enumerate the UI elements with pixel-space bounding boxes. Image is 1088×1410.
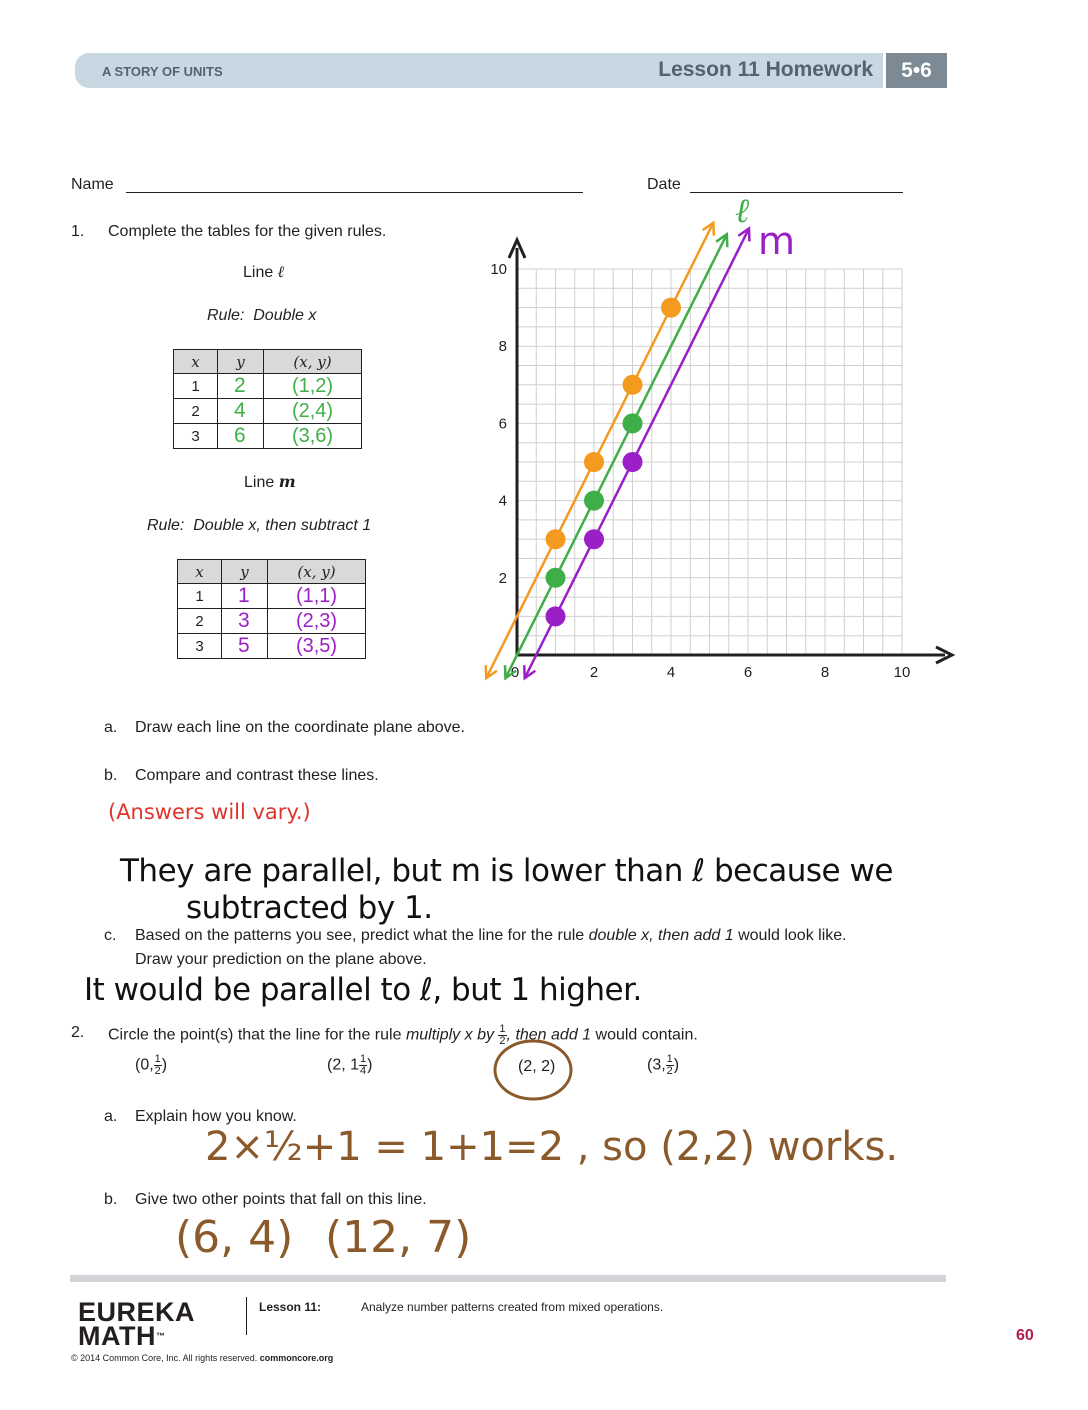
data-point [584, 529, 604, 549]
line-l-header-x: x [174, 350, 218, 374]
footer-copyright [71, 1353, 333, 1363]
q1-prompt: Complete the tables for the given rules. [108, 223, 387, 240]
line-m-pt: (1,1) [268, 584, 366, 609]
line-l-header-y: y [218, 350, 264, 374]
line-m-x: 2 [178, 609, 222, 634]
line-m-title-prefix: Line [244, 474, 275, 491]
line-l-rule-label: Rule [207, 307, 240, 324]
line-labels [735, 191, 795, 263]
q1c-text [135, 927, 847, 945]
frac-den: 2 [666, 1065, 673, 1077]
line-l-table [173, 349, 362, 449]
option-text: ) [367, 1056, 373, 1074]
q2b-answer-2: (12, 7) [325, 1212, 472, 1263]
q2-number: 2. [71, 1024, 85, 1041]
logo-line-1: EUREKA [78, 1297, 196, 1327]
data-point [546, 568, 566, 588]
coordinate-plane [470, 180, 970, 710]
y-tick-label: 2 [498, 569, 507, 587]
x-tick-label: 0 [510, 664, 520, 681]
line-l-title-prefix: Line [243, 264, 274, 281]
copyright-site: commoncore.org [259, 1353, 334, 1363]
option-text: ) [161, 1056, 168, 1074]
data-point [584, 491, 604, 511]
line-m-x: 1 [178, 584, 222, 609]
line-l-x: 2 [174, 399, 218, 424]
q1c-text-line2: Draw your prediction on the plane above. [135, 951, 427, 968]
data-point [546, 606, 566, 626]
line-m-y: 5 [222, 634, 268, 659]
frac-num: 1 [360, 1053, 367, 1065]
date-label: Date [647, 176, 681, 193]
copyright-text: © 2014 Common Core, Inc. All rights reserved. [71, 1353, 258, 1363]
q2a-answer: 2×½+1 = 1+1=2 , so (2,2) works. [205, 1124, 899, 1170]
q1a-text: Draw each line on the coordinate plane above. [135, 719, 465, 736]
q1b-text: Compare and contrast these lines. [135, 767, 379, 784]
y-tick-label: 10 [490, 261, 507, 278]
q1a-label: a. [104, 719, 118, 736]
q2a-label: a. [104, 1108, 118, 1125]
q2-prompt-after: would contain. [595, 1026, 698, 1044]
line-l-y: 2 [218, 374, 264, 399]
q2b-label: b. [104, 1191, 118, 1208]
eureka-math-logo [78, 1297, 196, 1351]
q2a-text: Explain how you know. [135, 1108, 297, 1125]
line-m-y: 1 [222, 584, 268, 609]
line-m-rule-text: Double x, then subtract 1 [193, 517, 372, 534]
y-tick-label: 4 [498, 492, 507, 510]
name-label: Name [71, 176, 114, 193]
q1c-text-before: Based on the patterns you see, predict what the line for the rule [135, 927, 585, 944]
lesson-title: Lesson 11 Homework [658, 58, 873, 81]
table-row [178, 584, 366, 609]
line-l-header-pt: (x, y) [264, 350, 362, 374]
line-l-pt: (3,6) [264, 424, 362, 449]
data-point [546, 529, 566, 549]
option-text: ) [673, 1056, 680, 1074]
q1c-answer: It would be parallel to ℓ, but 1 higher. [84, 972, 642, 1008]
line-l-x: 1 [174, 374, 218, 399]
answer-circle [492, 1035, 576, 1104]
x-tick-label: 8 [820, 664, 830, 681]
grid [517, 269, 902, 655]
data-point [661, 298, 681, 318]
grade-badge: 5•6 [886, 53, 947, 88]
line-l-title [243, 262, 285, 282]
footer-bar [70, 1275, 946, 1282]
line-l-x: 3 [174, 424, 218, 449]
line-l-y: 4 [218, 399, 264, 424]
q2-option-4[interactable] [647, 1054, 679, 1077]
y-tick-label: 6 [498, 415, 507, 433]
x-tick-label: 4 [666, 664, 676, 681]
line-m-y: 3 [222, 609, 268, 634]
table-row [178, 634, 366, 659]
footer-divider [246, 1297, 247, 1335]
x-tick-label: 2 [589, 664, 599, 681]
x-tick-label: 10 [893, 664, 911, 681]
line-l-y: 6 [218, 424, 264, 449]
table-row [174, 374, 362, 399]
line-m-header-x: x [178, 560, 222, 584]
line-m-pt: (2,3) [268, 609, 366, 634]
line-l-pt: (1,2) [264, 374, 362, 399]
q1c-text-rule: double x, then add 1 [588, 927, 734, 944]
line-m-table [177, 559, 366, 659]
q1c-label: c. [104, 927, 117, 944]
q2-option-2[interactable] [327, 1054, 372, 1077]
logo-tm: ™ [155, 1331, 166, 1341]
line-m-title [244, 472, 296, 492]
line-label-l: ℓ [735, 191, 750, 231]
table-row [174, 399, 362, 424]
series-title: A STORY OF UNITS [102, 64, 223, 79]
line-l-rule: Rule: Double x [207, 307, 317, 324]
q1b-answer-line2: subtracted by 1. [186, 890, 433, 926]
q1c-text-after: would look like. [738, 927, 847, 944]
q1b-label: b. [104, 767, 118, 784]
footer-lesson-desc: Analyze number patterns created from mixed operations. [361, 1300, 664, 1314]
line-m-x: 3 [178, 634, 222, 659]
series-line [486, 223, 713, 678]
option-text: (0, [135, 1056, 154, 1074]
line-l-pt: (2,4) [264, 399, 362, 424]
series-line [505, 234, 726, 678]
frac-num: 1 [499, 1023, 506, 1035]
frac-den: 2 [154, 1065, 161, 1077]
q2b-answer-1: (6, 4) [175, 1212, 294, 1263]
line-label-m: m [758, 219, 796, 263]
x-tick-label: 6 [743, 664, 753, 681]
answers-vary-note: (Answers will vary.) [108, 800, 311, 824]
table-row [178, 609, 366, 634]
q1b-answer-line1: They are parallel, but m is lower than ℓ because we [120, 853, 893, 889]
option-text: (2, 2) [518, 1058, 556, 1075]
q2-prompt [108, 1024, 698, 1047]
line-m-header-pt: (x, y) [268, 560, 366, 584]
q1-number: 1. [71, 223, 85, 240]
table-row [174, 424, 362, 449]
footer-lesson-label: Lesson 11: [259, 1300, 322, 1314]
axes [509, 240, 952, 663]
option-text: (3, [647, 1056, 666, 1074]
data-point [623, 375, 643, 395]
frac-den: 4 [360, 1065, 367, 1077]
q2-prompt-before: Circle the point(s) that the line for the rule [108, 1026, 402, 1044]
q2b-text: Give two other points that fall on this line. [135, 1191, 427, 1208]
line-m-rule: Rule: Double x, then subtract 1 [147, 517, 372, 534]
frac-num: 1 [154, 1053, 161, 1065]
page-number: 60 [1016, 1327, 1034, 1344]
line-m-title-var: m [278, 472, 296, 491]
data-point [623, 452, 643, 472]
logo-line-2: MATH [78, 1321, 156, 1351]
option-text: (2, 1 [327, 1056, 360, 1074]
data-point [623, 413, 643, 433]
q2-prompt-rule-end: , then add 1 [506, 1026, 592, 1044]
line-m-pt: (3,5) [268, 634, 366, 659]
frac-num: 1 [666, 1053, 673, 1065]
line-m-header-y: y [222, 560, 268, 584]
frac-den: 2 [499, 1035, 506, 1047]
q2-prompt-rule: multiply x by [405, 1026, 494, 1044]
line-l-title-var: ℓ [277, 262, 285, 281]
y-tick-label: 8 [498, 338, 507, 356]
line-m-rule-label: Rule [147, 517, 180, 534]
q2-option-1[interactable] [135, 1054, 167, 1077]
data-point [584, 452, 604, 472]
line-l-rule-text: Double x [253, 307, 317, 324]
